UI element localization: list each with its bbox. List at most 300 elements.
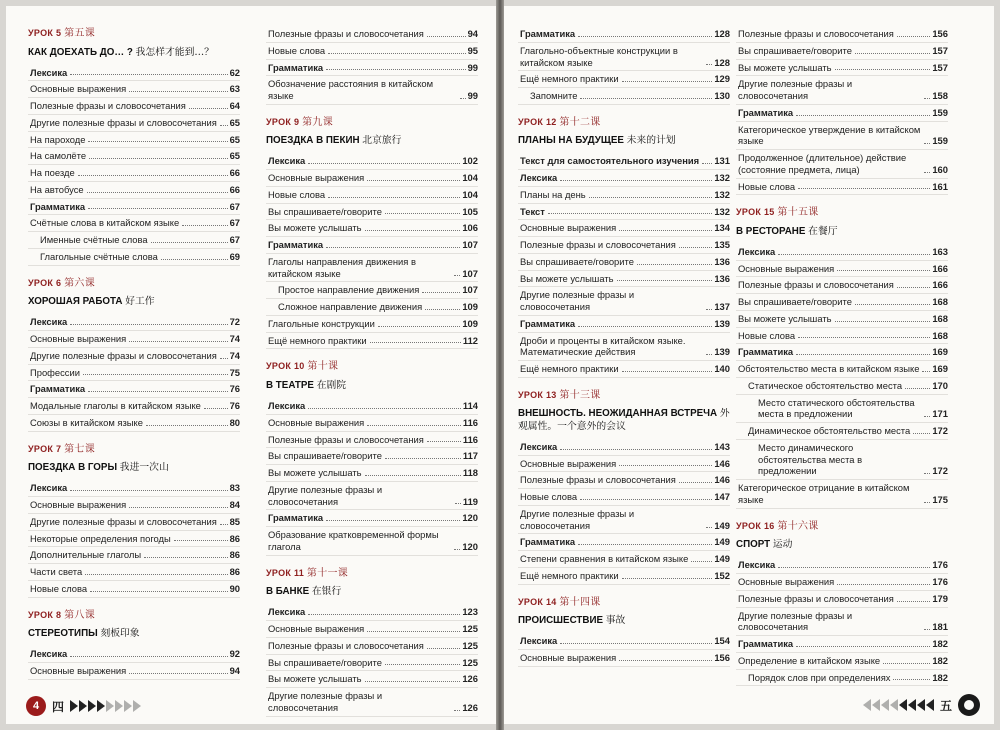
dot-leader [422, 292, 460, 293]
toc-entry-title: Вы можете услышать [268, 467, 362, 479]
lesson-title [518, 135, 730, 147]
toc-entry-title: Основные выражения [268, 623, 365, 635]
toc-entry-page: 107 [462, 267, 478, 279]
lesson-number-ru: УРОК 15 [736, 207, 775, 218]
lesson-title-ru: В БАНКЕ [266, 586, 310, 598]
toc-entry [518, 204, 730, 221]
toc-entry-title: Другие полезные фразы и словосочетания [520, 289, 635, 313]
toc-entry-page: 139 [714, 317, 730, 329]
book-spine [496, 0, 504, 730]
logo-seal-icon [958, 694, 980, 716]
toc-entry-page: 168 [932, 312, 948, 324]
toc-entry-page: 120 [462, 512, 478, 524]
toc-entry-page: 99 [467, 90, 478, 101]
lesson-number-ru: УРОК 8 [28, 609, 62, 620]
toc-entry [518, 650, 730, 667]
toc-entry [28, 199, 240, 216]
dot-leader [70, 324, 227, 325]
lesson-title-cn: 运动 [772, 539, 793, 551]
toc-entry [266, 26, 478, 43]
page-footer [26, 696, 141, 716]
toc-entry-page: 76 [229, 383, 240, 395]
lesson-title-cn: 在餐厅 [808, 225, 838, 237]
toc-entry-title: Глагольные счётные слова [40, 250, 158, 262]
toc-entry [518, 88, 730, 105]
toc-entry [266, 604, 478, 621]
toc-entry [28, 398, 240, 415]
lesson-number-ru: УРОК 14 [518, 596, 557, 607]
toc-column [28, 26, 240, 680]
toc-entry-page: 154 [714, 635, 730, 647]
toc-entry-title: Ещё немного практики [520, 73, 619, 85]
toc-entry [518, 271, 730, 288]
toc-entry-title: Полезные фразы и словосочетания [738, 28, 894, 39]
dot-leader [578, 326, 712, 327]
lesson-number-ru: УРОК 13 [518, 389, 557, 400]
toc-entry-title: Грамматика [520, 536, 576, 548]
dot-leader [182, 225, 227, 226]
lesson-title [28, 296, 240, 308]
toc-entry-title: Полезные фразы и словосочетания [268, 639, 424, 651]
toc-entry-title: Грамматика [738, 106, 794, 118]
toc-entry-page: 171 [932, 408, 948, 420]
toc-entry-title: Основные выражения [738, 262, 835, 274]
dot-leader [378, 326, 460, 327]
dot-leader [706, 527, 712, 528]
toc-entry [266, 510, 478, 527]
dot-leader [427, 648, 461, 649]
dot-leader [151, 242, 228, 243]
dot-leader [89, 158, 228, 159]
toc-entry [736, 60, 948, 77]
toc-entry [28, 547, 240, 564]
dot-leader [88, 208, 227, 209]
dot-leader [90, 591, 227, 592]
toc-entry-title: Новые слова [738, 180, 796, 192]
toc-entry-page: 139 [714, 346, 730, 358]
lesson-title-ru: СПОРТ [736, 539, 771, 551]
toc-entry [736, 261, 948, 278]
toc-entry [266, 220, 478, 237]
toc-entry-page: 125 [462, 639, 478, 651]
toc-entry-page: 83 [229, 482, 240, 494]
toc-entry-page: 85 [229, 515, 240, 527]
lesson-header [28, 278, 240, 309]
toc-entry-title: Обозначение расстояния в китайском языке [268, 78, 434, 101]
dot-leader [619, 230, 712, 231]
toc-entry-page: 158 [932, 90, 948, 101]
dot-leader [679, 482, 713, 483]
toc-entry-title: Грамматика [268, 239, 324, 251]
toc-entry-page: 65 [229, 133, 240, 145]
toc-entry [518, 26, 730, 43]
dot-leader [328, 197, 460, 198]
toc-entry-title: Степени сравнения в китайском языке [520, 553, 689, 565]
toc-entry-page: 152 [714, 569, 730, 581]
toc-entry-page: 86 [229, 566, 240, 578]
lesson-title [736, 539, 948, 551]
toc-entry-page: 130 [714, 90, 730, 101]
dot-leader [70, 74, 227, 75]
dot-leader [146, 425, 228, 426]
toc-entry [266, 527, 478, 556]
lesson-number-cn: 第七课 [64, 443, 96, 455]
toc-entry [736, 150, 948, 179]
dot-leader [385, 664, 460, 665]
toc-entry-title: Грамматика [30, 383, 86, 395]
toc-entry [518, 170, 730, 187]
toc-entry-title: Другие полезные фразы и словосочетания [738, 609, 853, 633]
toc-entry [266, 237, 478, 254]
lesson-title [28, 628, 240, 640]
dot-leader [87, 192, 228, 193]
toc-entry [266, 170, 478, 187]
lesson-number-cn: 第十五课 [777, 207, 819, 219]
lesson-title-ru: СТЕРЕОТИПЫ [28, 628, 98, 640]
dot-leader [580, 499, 712, 500]
toc-entry [28, 148, 240, 165]
dot-leader [580, 98, 712, 99]
toc-entry [518, 568, 730, 585]
toc-entry-page: 172 [932, 425, 948, 437]
toc-entry-page: 161 [932, 180, 948, 192]
toc-entry [736, 574, 948, 591]
dot-leader [326, 247, 460, 248]
toc-entry-page: 66 [229, 183, 240, 195]
toc-entry-page: 135 [714, 239, 730, 251]
toc-entry-page: 116 [462, 433, 478, 445]
dot-leader [308, 614, 460, 615]
toc-entry-page: 128 [714, 28, 730, 39]
toc-entry [28, 381, 240, 398]
lesson-title [266, 135, 478, 147]
lesson-number [736, 521, 948, 534]
lesson-title-ru: ПЛАНЫ НА БУДУЩЕЕ [518, 135, 624, 147]
lesson-number [266, 117, 478, 130]
lesson-title [266, 586, 478, 598]
toc-entry-title: Полезные фразы и словосочетания [268, 28, 424, 39]
lesson-header [736, 521, 948, 552]
lesson-header [518, 390, 730, 433]
toc-entry-page: 125 [462, 656, 478, 668]
toc-entry-title: Другие полезные фразы и словосочетания [738, 78, 853, 101]
toc-entry-title: Грамматика [520, 28, 576, 39]
toc-entry-page: 90 [229, 582, 240, 594]
toc-entry [28, 480, 240, 497]
dot-leader [622, 81, 713, 82]
toc-entry [736, 670, 948, 687]
toc-entry-title: Динамическое обстоятельство места [748, 425, 911, 437]
toc-entry-page: 104 [462, 172, 478, 184]
toc-entry-page: 168 [932, 329, 948, 341]
dot-leader [798, 337, 930, 338]
toc-entry-page: 72 [229, 316, 240, 328]
lesson-title-ru: ПОЕЗДКА В ГОРЫ [28, 462, 118, 474]
toc-entry [736, 244, 948, 261]
dot-leader [622, 371, 713, 372]
toc-entry [266, 398, 478, 415]
dot-leader [70, 490, 227, 491]
lesson-header [266, 117, 478, 148]
toc-entry-page: 176 [932, 576, 948, 588]
lesson-title-cn: 外观属性。一个意外的会议 [518, 408, 730, 432]
toc-entry-page: 159 [932, 135, 948, 147]
toc-entry-title: Профессии [30, 366, 80, 378]
toc-entry [28, 182, 240, 199]
dot-leader [367, 631, 460, 632]
dot-leader [425, 309, 460, 310]
lesson-title-ru: ПОЕЗДКА В ПЕКИН [266, 135, 360, 147]
toc-entry-title: Основные выражения [30, 665, 127, 677]
toc-entry-title: Грамматика [738, 638, 794, 650]
toc-entry [28, 331, 240, 348]
lesson-title [266, 380, 478, 392]
toc-entry [266, 482, 478, 511]
toc-entry-page: 172 [932, 465, 948, 477]
toc-entry-title: Другие полезные фразы и словосочетания [268, 690, 383, 713]
lesson-number-ru: УРОК 5 [28, 28, 62, 38]
toc-entry-page: 175 [932, 493, 948, 505]
toc-entry-page: 67 [229, 200, 240, 212]
dot-leader [796, 115, 930, 116]
toc-entry-page: 149 [714, 553, 730, 565]
toc-entry-title: Планы на день [520, 188, 586, 200]
toc-entry-page: 179 [932, 592, 948, 604]
toc-entry-title: Другие полезные фразы и словосочетания [30, 116, 217, 128]
toc-entry-page: 109 [462, 301, 478, 313]
toc-entry [736, 653, 948, 670]
toc-entry-page: 65 [229, 150, 240, 162]
lesson-number-ru: УРОК 11 [266, 567, 305, 578]
dot-leader [454, 275, 460, 276]
toc-entry [266, 254, 478, 283]
dot-leader [706, 64, 712, 65]
lesson-number-ru: УРОК 12 [518, 116, 557, 127]
lesson-title-cn: 在银行 [311, 586, 342, 598]
toc-entry [518, 633, 730, 650]
dot-leader [855, 53, 930, 54]
toc-entry-page: 80 [229, 416, 240, 428]
dot-leader [455, 503, 461, 504]
toc-entry-title: Вы можете услышать [268, 673, 362, 685]
toc-entry [28, 531, 240, 548]
toc-entry-page: 118 [462, 467, 478, 479]
lesson-title-cn: 北京旅行 [362, 135, 402, 147]
dot-leader [905, 388, 930, 389]
dot-leader [326, 69, 465, 70]
toc-entry-title: Полезные фразы и словосочетания [268, 433, 424, 445]
toc-entry [518, 456, 730, 473]
lesson-title [518, 615, 730, 627]
toc-entry [28, 232, 240, 249]
toc-entry-page: 107 [462, 284, 478, 296]
toc-entry [736, 76, 948, 105]
toc-entry-page: 76 [229, 400, 240, 412]
toc-entry-page: 182 [932, 671, 948, 683]
toc-entry [266, 415, 478, 432]
toc-entry-title: Вы спрашиваете/говорите [738, 44, 852, 56]
toc-entry-page: 62 [229, 66, 240, 78]
lesson-number-ru: УРОК 16 [736, 520, 775, 531]
toc-entry-title: Именные счётные слова [40, 234, 148, 246]
page-footer [863, 694, 980, 716]
toc-entry-page: 159 [932, 106, 948, 118]
toc-entry-title: Лексика [738, 559, 776, 571]
toc-entry [518, 489, 730, 506]
toc-entry-page: 136 [714, 255, 730, 267]
toc-entry-title: Образование кратковременной формы глагола [268, 529, 439, 552]
toc-entry-title: Глагольно-объектные конструкции в китайском языке [520, 44, 678, 68]
toc-entry [28, 215, 240, 232]
toc-entry-page: 169 [932, 346, 948, 358]
toc-entry-page: 156 [714, 652, 730, 664]
toc-entry [28, 132, 240, 149]
toc-entry [28, 365, 240, 382]
lesson-number-cn: 第十六课 [777, 520, 819, 532]
toc-entry [518, 333, 730, 362]
dot-leader [637, 264, 712, 265]
toc-entry [28, 415, 240, 432]
toc-entry-page: 157 [932, 44, 948, 56]
toc-entry [736, 277, 948, 294]
dot-leader [548, 213, 712, 214]
lesson-number-cn: 第十三课 [559, 389, 601, 401]
toc-entry-title: Категорическое утверждение в китайском языке [738, 123, 921, 147]
toc-entry [28, 249, 240, 266]
toc-entry-page: 104 [462, 188, 478, 200]
toc-entry-title: Новые слова [738, 329, 796, 341]
toc-entry-page: 136 [714, 272, 730, 284]
toc-entry-page: 182 [932, 654, 948, 666]
toc-entry-title: Другие полезные фразы и словосочетания [520, 507, 635, 531]
toc-entry-page: 86 [229, 549, 240, 561]
toc-entry-title: Дополнительные глаголы [30, 549, 142, 561]
toc-entry-title: Лексика [30, 66, 68, 78]
toc-entry-page: 109 [462, 317, 478, 329]
toc-entry-title: Полезные фразы и словосочетания [738, 592, 894, 604]
dot-leader [796, 646, 930, 647]
toc-entry-title: Лексика [30, 648, 68, 660]
dot-leader [460, 98, 466, 99]
toc-entry-title: Вы можете услышать [738, 312, 832, 324]
lesson-number [518, 390, 730, 403]
dot-leader [619, 660, 712, 661]
toc-entry-page: 74 [229, 349, 240, 361]
toc-entry-title: Сложное направление движения [278, 301, 423, 313]
toc-entry-page: 120 [462, 540, 478, 552]
lesson-number [266, 361, 478, 374]
lesson-number-cn: 第八课 [64, 609, 96, 621]
toc-entry [28, 497, 240, 514]
dot-leader [174, 540, 228, 541]
toc-entry-page: 132 [714, 205, 730, 217]
toc-entry-page: 132 [714, 188, 730, 200]
toc-entry-title: На пароходе [30, 133, 86, 145]
toc-entry [518, 187, 730, 204]
dot-leader [619, 465, 712, 466]
dot-leader [129, 341, 227, 342]
toc-entry-page: 95 [467, 44, 478, 56]
toc-entry-page: 67 [229, 234, 240, 246]
dot-leader [204, 408, 228, 409]
toc-entry-title: Ещё немного практики [268, 334, 367, 346]
lesson-number [28, 444, 240, 457]
toc-entry [266, 448, 478, 465]
toc-entry [28, 115, 240, 132]
lesson-number-cn: 第九课 [302, 116, 334, 128]
lesson-title [736, 226, 948, 238]
page-number-badge: 4 [26, 696, 46, 716]
toc-entry-page: 84 [229, 499, 240, 511]
toc-entry-title: Место статического обстоятельства места в предложении [758, 396, 915, 420]
toc-entry-page: 94 [229, 665, 240, 677]
dot-leader [70, 656, 227, 657]
toc-entry-page: 94 [467, 28, 478, 39]
lesson-header [266, 361, 478, 392]
toc-entry [736, 636, 948, 653]
dot-leader [924, 502, 930, 503]
toc-entry-title: Глагольные конструкции [268, 317, 375, 329]
dot-leader [679, 247, 713, 248]
dot-leader [617, 280, 713, 281]
toc-entry-page: 143 [714, 440, 730, 452]
dot-leader [367, 180, 460, 181]
toc-entry-page: 69 [229, 250, 240, 262]
toc-entry [28, 581, 240, 598]
toc-entry-title: Грамматика [268, 61, 324, 73]
lesson-title [518, 408, 730, 432]
dot-leader [427, 36, 466, 37]
lesson-title-cn: 事故 [605, 615, 626, 627]
toc-entry-title: Текст для самостоятельного изучения [520, 155, 700, 167]
dot-leader [88, 141, 227, 142]
toc-entry [518, 287, 730, 316]
dot-leader [897, 36, 931, 37]
lesson-title-ru: КАК ДОЕХАТЬ ДО… ? [28, 46, 133, 58]
toc-column [518, 26, 730, 667]
dot-leader [308, 163, 460, 164]
toc-entry [736, 43, 948, 60]
lesson-number-cn: 第六课 [64, 277, 96, 289]
toc-entry [266, 299, 478, 316]
toc-entry [518, 472, 730, 489]
toc-entry-page: 149 [714, 519, 730, 531]
toc-entry [28, 314, 240, 331]
toc-entry-page: 86 [229, 532, 240, 544]
toc-entry [518, 71, 730, 88]
dot-leader [702, 163, 712, 164]
toc-entry [518, 254, 730, 271]
toc-entry-title: Обстоятельство места в китайском языке [738, 363, 920, 375]
toc-entry [736, 26, 948, 43]
lesson-title-cn: 刻板印象 [100, 628, 140, 640]
toc-entry-title: Запомните [530, 90, 578, 101]
toc-entry-title: Лексика [520, 440, 558, 452]
toc-entry-title: Простое направление движения [278, 284, 420, 296]
dot-leader [855, 304, 930, 305]
toc-entry-title: Союзы в китайском языке [30, 416, 143, 428]
toc-entry [28, 165, 240, 182]
toc-entry-page: 66 [229, 167, 240, 179]
toc-entry [518, 316, 730, 333]
toc-entry-page: 149 [714, 536, 730, 548]
dot-leader [83, 374, 228, 375]
dot-leader [560, 180, 712, 181]
toc-entry-page: 131 [714, 155, 730, 167]
toc-entry [736, 557, 948, 574]
toc-entry-title: Основные выражения [520, 457, 617, 469]
toc-entry-title: Новые слова [268, 44, 326, 56]
